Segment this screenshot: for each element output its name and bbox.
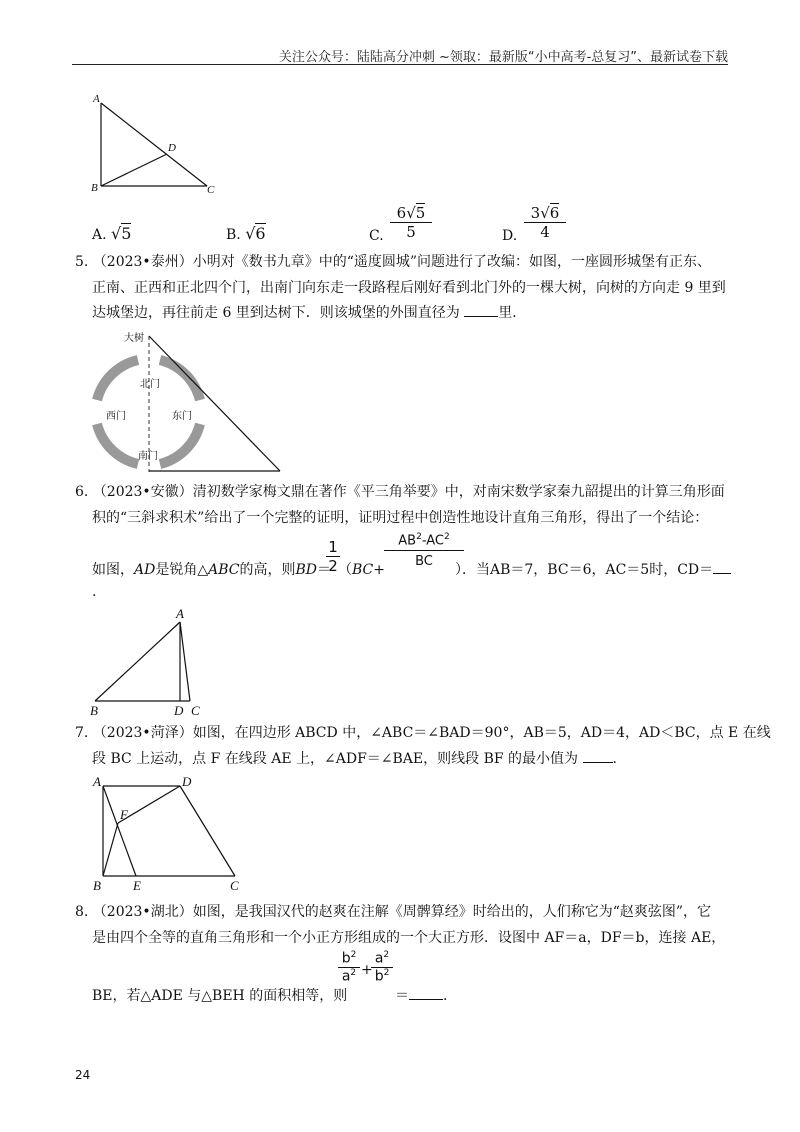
q6-label-d: D: [174, 703, 184, 718]
q6-line1: 6. （2023•安徽）清初数学家梅文鼎在著作《平三角举要》中，对南宋数学家秦九韶提出的计算三角形面: [75, 484, 725, 500]
q5-east-gate-label: 东门: [172, 411, 192, 422]
q8-answer-blank: [409, 999, 443, 1000]
q6-label-b: B: [90, 703, 98, 718]
q6-label-a: A: [176, 606, 184, 621]
q6-label-c: C: [191, 703, 200, 718]
page-header: 关注公众号：陆陆高分冲刺 ~领取：最新版“小中高考-总复习”、最新试卷下载: [278, 50, 728, 65]
q6-line2: 积的“三斜求积术”给出了一个完整的证明，证明过程中创造性地设计直角三角形，得出了一个结论：: [92, 510, 709, 526]
q6-line3: 如图，AD是锐角△ABC的高，则BD＝: [92, 562, 332, 578]
q4-option-b: B. √6: [226, 224, 266, 243]
q6-period: .: [92, 584, 97, 600]
q8-fraction-1: $b^2$ $a^2$: [338, 950, 360, 984]
q5-south-gate-label: 南门: [138, 451, 158, 462]
q4-label-a: A: [93, 93, 100, 105]
q5-north-gate-label: 北门: [140, 379, 160, 390]
q4-label-b: B: [91, 182, 98, 194]
page-number: 24: [75, 1068, 91, 1082]
q7-label-d: D: [182, 774, 192, 789]
q5-line1: 5. （2023•泰州）小明对《数书九章》中的“遥度圆城”问题进行了改编：如图，一座圆形城堡有正东、: [75, 254, 712, 270]
q5-tree-label: 大树: [124, 333, 144, 344]
q5-west-gate-label: 西门: [106, 411, 126, 422]
q5-line2: 正南、正西和正北四个门，出南门向东走一段路程后刚好看到北门外的一棵大树，向树的方向走 9 里到: [92, 280, 726, 296]
q7-line2: 段 BC 上运动，点 F 在线段 AE 上，∠ADF＝∠BAE，则线段 BF 的最小值为 .: [92, 751, 617, 767]
q8-fraction-2: $a^2$ $b^2$: [371, 950, 393, 984]
sqrt-symbol: √5: [111, 224, 132, 243]
q7-label-b: B: [93, 878, 101, 893]
q6-main-fraction: $AB^2-AC^2$ BC: [384, 532, 464, 569]
q7-line1: 7. （2023•菏泽）如图，在四边形 ABCD 中，∠ABC＝∠BAD＝90°，AB＝5，AD＝4，AD＜BC，点 E 在线: [75, 725, 771, 741]
q7-label-e: E: [133, 878, 141, 893]
q4-option-c-fraction: 6√5 5: [390, 204, 432, 241]
q4-option-d-fraction: 3√6 4: [524, 204, 566, 241]
q8-equals: ＝ .: [395, 988, 448, 1004]
q6-paren: （BC+: [338, 562, 385, 578]
q7-label-a: A: [93, 774, 101, 789]
q5-line3: 达城堡边，再往前走 6 里到达树下．则该城堡的外围直径为 里．: [92, 305, 527, 321]
q4-option-d-letter: D.: [502, 228, 518, 244]
q4-label-c: C: [207, 184, 215, 196]
q4-option-c-letter: C.: [369, 228, 384, 244]
q6-condition: ）．当AB＝7，BC＝6，AC＝5时，CD＝: [455, 560, 731, 580]
q8-plus: +: [361, 962, 373, 978]
q6-half-fraction: 1 2: [326, 538, 340, 575]
q4-label-d: D: [168, 142, 176, 154]
sqrt-symbol: √6: [245, 224, 266, 243]
q8-line3: BE，若△ADE 与△BEH 的面积相等，则: [92, 988, 348, 1004]
q8-line1: 8. （2023•湖北）如图，是我国汉代的赵爽在注解《周髀算经》时给出的，人们称它为“赵爽弦图”，它: [75, 904, 712, 920]
q4-option-a: A. √5: [92, 224, 132, 243]
q7-label-f: F: [120, 807, 128, 822]
q8-line2: 是由四个全等的直角三角形和一个小正方形组成的一个大正方形．设图中 AF＝a，DF＝b，连接 AE，: [92, 930, 726, 946]
q7-label-c: C: [230, 878, 239, 893]
